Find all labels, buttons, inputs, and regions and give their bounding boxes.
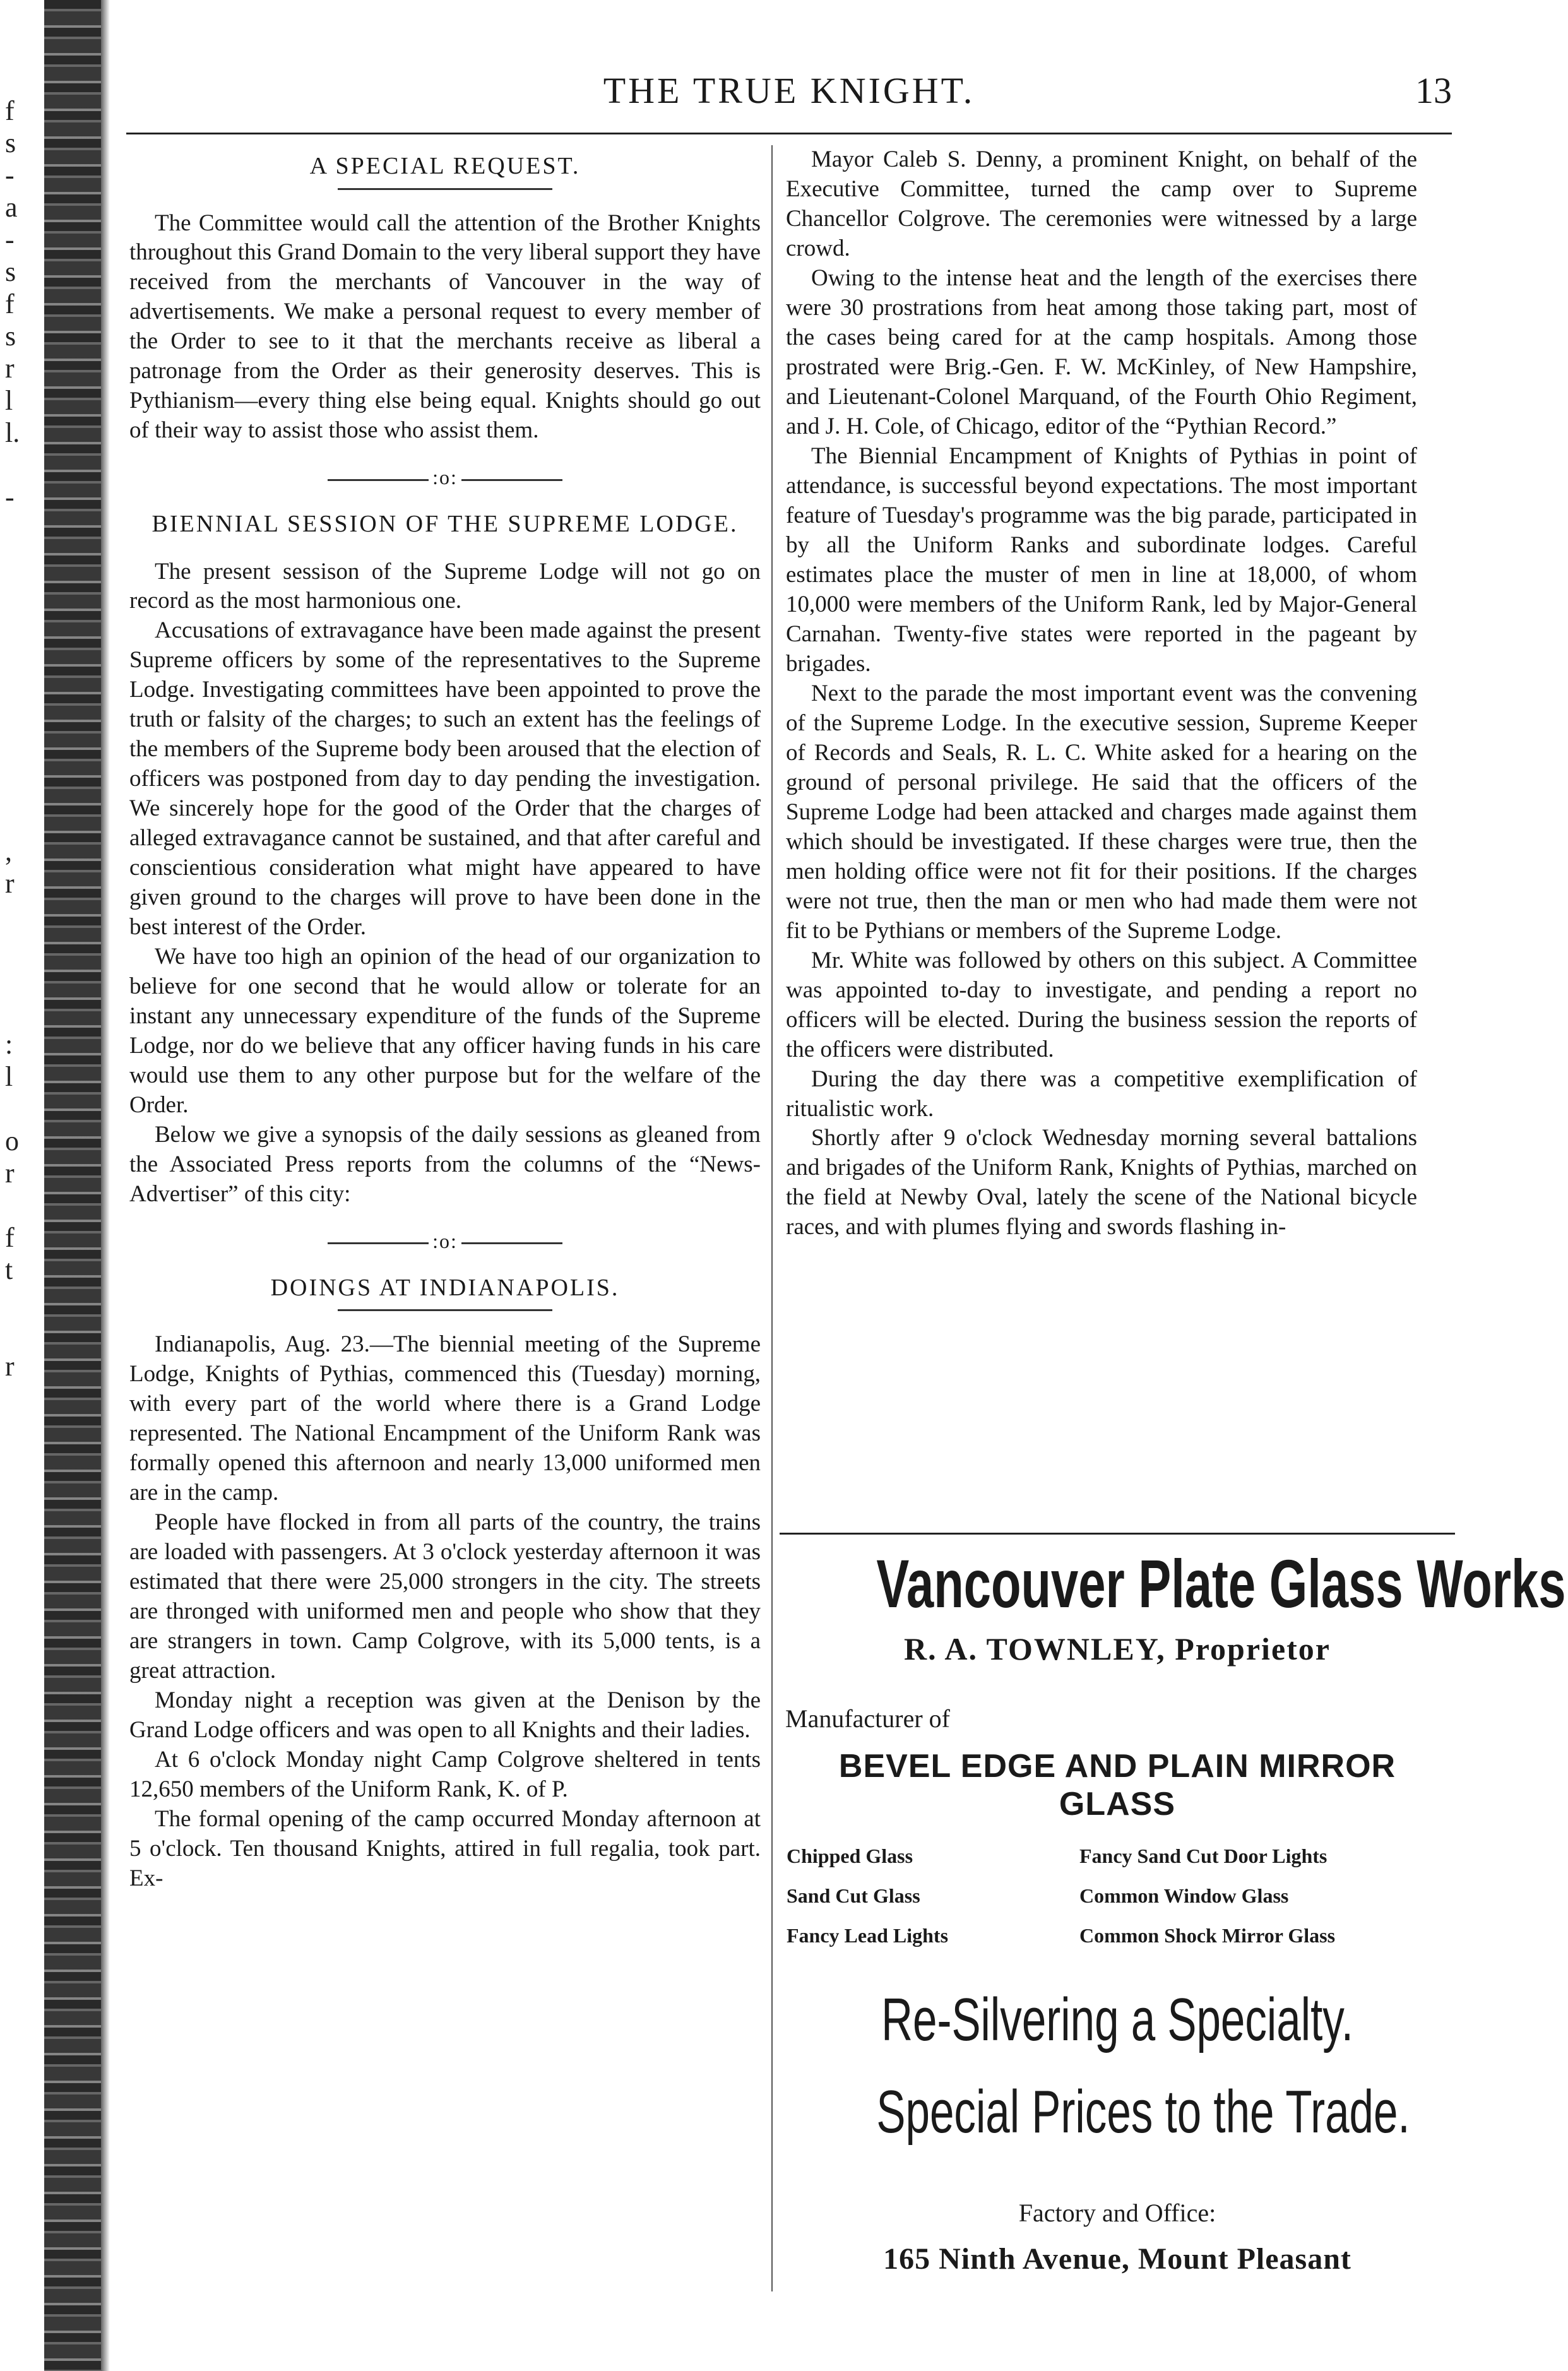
margin-fragment: t [5, 1254, 13, 1285]
header-rule [126, 133, 1452, 134]
product-item: Common Shock Mirror Glass [1079, 1923, 1336, 1947]
margin-fragment [5, 1189, 33, 1221]
margin-fragment [5, 803, 33, 835]
margin-fragment: f [5, 95, 15, 126]
left-column [129, 145, 761, 1894]
margin-fragment: a [5, 192, 18, 223]
special-request-body [129, 209, 761, 446]
margin-fragment: r [5, 1351, 15, 1382]
paragraph: The formal opening of the camp occurred Monday afternoon at 5 o'clock. Ten thousand Knights, attired in full regalia, took part. Ex- [129, 1806, 761, 1891]
margin-fragment [5, 771, 33, 803]
paragraph: The Committee would call the attention of the Brother Knights throughout this Grand Domain to the very liberal support they have received from the merchants of Vancouver in the way of advertisements. We make a personal request to every member of the Order to see to it that the merchants receive as liberal a patronage from the Order as their generosity deserves. This is Pythianism—every thing else being equal. Knights should go out of their way to assist those who assist them. [129, 210, 761, 444]
margin-fragment [5, 578, 33, 610]
margin-fragment [5, 900, 33, 932]
margin-fragment: r [5, 1158, 15, 1189]
product-item: Fancy Sand Cut Door Lights [1079, 1844, 1327, 1867]
margin-fragment: o [5, 1126, 19, 1156]
product-line: BEVEL EDGE AND PLAIN MIRROR GLASS [838, 1747, 1396, 1822]
paragraph: Shortly after 9 o'clock Wednesday morning several battalions and brigades of the Uniform Rank, Knights of Pythias, marched on the field at Newby Oval, lately the scene of the National bicycle races, and with plumes flying and swords flashing in- [786, 1125, 1417, 1240]
biennial-session-body [129, 557, 761, 1210]
margin-fragment [5, 739, 33, 771]
factory-label: Factory and Office: [1018, 2198, 1216, 2227]
title-rule [338, 188, 552, 190]
product-item: Common Window Glass [1079, 1884, 1289, 1907]
margin-fragments [5, 95, 33, 1382]
advertisement [783, 1540, 1566, 2298]
margin-fragment: f [5, 1222, 15, 1253]
paragraph: At 6 o'clock Monday night Camp Colgrove sheltered in tents 12,650 members of the Uniform Rank, K. of P. [129, 1747, 761, 1803]
indianapolis-title: DOINGS AT INDIANAPOLIS. [270, 1274, 620, 1301]
paragraph: Indianapolis, Aug. 23.—The biennial meeting of the Supreme Lodge, Knights of Pythias, commenced this (Tuesday) morning, with every part of the world where there is a Grand Lodge represented. The National Encampment of the Uniform Rank was formally opened this afternoon and nearly 13,000 uniformed men are in the camp. [129, 1331, 761, 1506]
paragraph: Below we give a synopsis of the daily sessions as gleaned from the Associated Press reports from the columns of the “News-Advertiser” of this city: [129, 1122, 761, 1208]
paragraph: During the day there was a competitive exemplification of ritualistic work. [786, 1066, 1417, 1122]
advertisement-proprietor: R. A. TOWNLEY, Proprietor [904, 1631, 1331, 1667]
title-rule [338, 1309, 552, 1311]
manufacturer-line: Manufacturer of [785, 1704, 950, 1733]
margin-fragment: : [5, 1029, 13, 1060]
margin-fragment: r [5, 353, 15, 384]
margin-fragment: - [5, 160, 15, 191]
margin-fragment [5, 642, 33, 674]
page-number: 13 [1415, 70, 1452, 111]
margin-fragment: - [5, 482, 15, 513]
margin-fragment: s [5, 128, 16, 158]
margin-fragment [5, 545, 33, 578]
paragraph: People have flocked in from all parts of the country, the trains are loaded with passengers. At 3 o'clock yesterday afternoon it was estimated that there were 25,000 strongers in the city. The streets are thronged with uniformed men and people who show that they are strangers in town. Camp Colgrove, with its 5,000 tents, is a great attraction. [129, 1509, 761, 1684]
paragraph: Mr. White was followed by others on this subject. A Committee was appointed to-day to investigate, and pending a report no officers will be elected. During the business session the reports of the officers were distributed. [786, 947, 1417, 1062]
separator: :o: [129, 465, 761, 490]
margin-fragment: l [5, 385, 13, 416]
biennial-session-title: BIENNIAL SESSION OF THE SUPREME LODGE. [151, 511, 739, 537]
margin-fragment: f [5, 288, 15, 319]
product-item: Fancy Lead Lights [787, 1923, 949, 1947]
specialty-line: Re-Silvering a Specialty. [881, 1985, 1353, 2053]
margin-fragment [5, 1093, 33, 1125]
paragraph: Monday night a reception was given at the Denison by the Grand Lodge officers and was open to all Knights and their ladies. [129, 1687, 761, 1744]
paragraph: Owing to the intense heat and the length of the exercises there were 30 prostrations from heat among those taking part, most of the cases being cared for at the camp hospitals. Among those prostrated were Brig.-Gen. F. W. McKinley, of New Hampshire, and Lieutenant-Colonel Marquand, of the Fourth Ohio Regiment, and J. H. Cole, of Chicago, editor of the “Pythian Record.” [786, 264, 1417, 439]
paragraph: We have too high an opinion of the head of our organization to believe for one second that he would allow or tolerate for an instant any unnecessary expenditure of the funds of the Supreme Lodge, nor do we believe that any officer having funds in his care would use them to any other purpose but for the welfare of the Order. [129, 944, 761, 1119]
margin-fragment [5, 1318, 33, 1350]
margin-fragment [5, 1286, 33, 1318]
paragraph: Mayor Caleb S. Denny, a prominent Knight, on behalf of the Executive Committee, turned the camp over to Supreme Chancellor Colgrove. The ceremonies were witnessed by a large crowd. [786, 146, 1417, 261]
margin-fragment: l. [5, 417, 20, 448]
margin-fragment [5, 996, 33, 1028]
binding-shadow [101, 0, 110, 2371]
paragraph: The present sessison of the Supreme Lodge will not go on record as the most harmonious one. [129, 558, 761, 614]
margin-fragment [5, 513, 33, 545]
margin-fragment [5, 674, 33, 706]
margin-fragment: , [5, 836, 12, 867]
special-request-title: A SPECIAL REQUEST. [309, 153, 581, 179]
paragraph: The Biennial Encampment of Knights of Pythias in point of attendance, is successful beyond expectations. The most important feature of Tuesday's programme was the big parade, participated in by all the Uniform Ranks and subordinate lodges. Careful estimates place the muster of men in line at 18,000, of whom 10,000 were members of the Uniform Rank, led by Major-General Carnahan. Twenty-five states were reported in the pageant by brigades. [786, 443, 1417, 677]
margin-fragment: l [5, 1061, 13, 1092]
margin-fragment: s [5, 256, 16, 287]
paragraph: Accusations of extravagance have been made against the present Supreme officers by some of the representatives to the Supreme Lodge. Investigating committees have been appointed to prove the truth or falsity of the charges; to such an extent has the feelings of the members of the Supreme body been aroused that the election of officers was postponed from day to day pending the investigation. We sincerely hope for the good of the Order that the charges of alleged extravagance cannot be sustained, and that after careful and conscientious consideration what might have appeared to have given ground to the charges will prove to have been done in the best interest of the Order. [129, 617, 761, 941]
margin-fragment [5, 610, 33, 642]
margin-fragment [5, 932, 33, 964]
product-item: Chipped Glass [787, 1844, 913, 1867]
right-column-body [786, 145, 1417, 1242]
separator: :o: [129, 1228, 761, 1254]
margin-fragment: s [5, 321, 16, 352]
factory-address: 165 Ninth Avenue, Mount Pleasant [883, 2242, 1351, 2276]
margin-fragment [5, 964, 33, 996]
advertisement-title: Vancouver Plate Glass Works [876, 1545, 1566, 1622]
margin-fragment [5, 706, 33, 739]
page-binding [44, 0, 101, 2371]
column-divider [771, 145, 773, 2291]
margin-fragment: - [5, 224, 15, 255]
margin-fragment [5, 449, 33, 481]
page-header [126, 69, 1452, 120]
running-title: THE TRUE KNIGHT. [603, 70, 975, 111]
margin-fragment: r [5, 868, 15, 899]
specialty-line: Special Prices to the Trade. [876, 2078, 1410, 2146]
advertisement-rule [780, 1533, 1455, 1535]
product-list [783, 1845, 1452, 1947]
paragraph: Next to the parade the most important event was the convening of the Supreme Lodge. In the executive session, Supreme Keeper of Records and Seals, R. L. C. White asked for a hearing on the ground of personal privilege. He said that the officers of the Supreme Lodge had been attacked and charges made against them which should be investigated. If these charges were true, then the men holding office were not fit for their positions. If the charges were not true, then the man or men who had made them were not fit to be Pythians or members of the Supreme Lodge. [786, 680, 1417, 944]
indianapolis-body [129, 1330, 761, 1894]
product-item: Sand Cut Glass [787, 1884, 920, 1907]
right-column [786, 145, 1417, 1242]
